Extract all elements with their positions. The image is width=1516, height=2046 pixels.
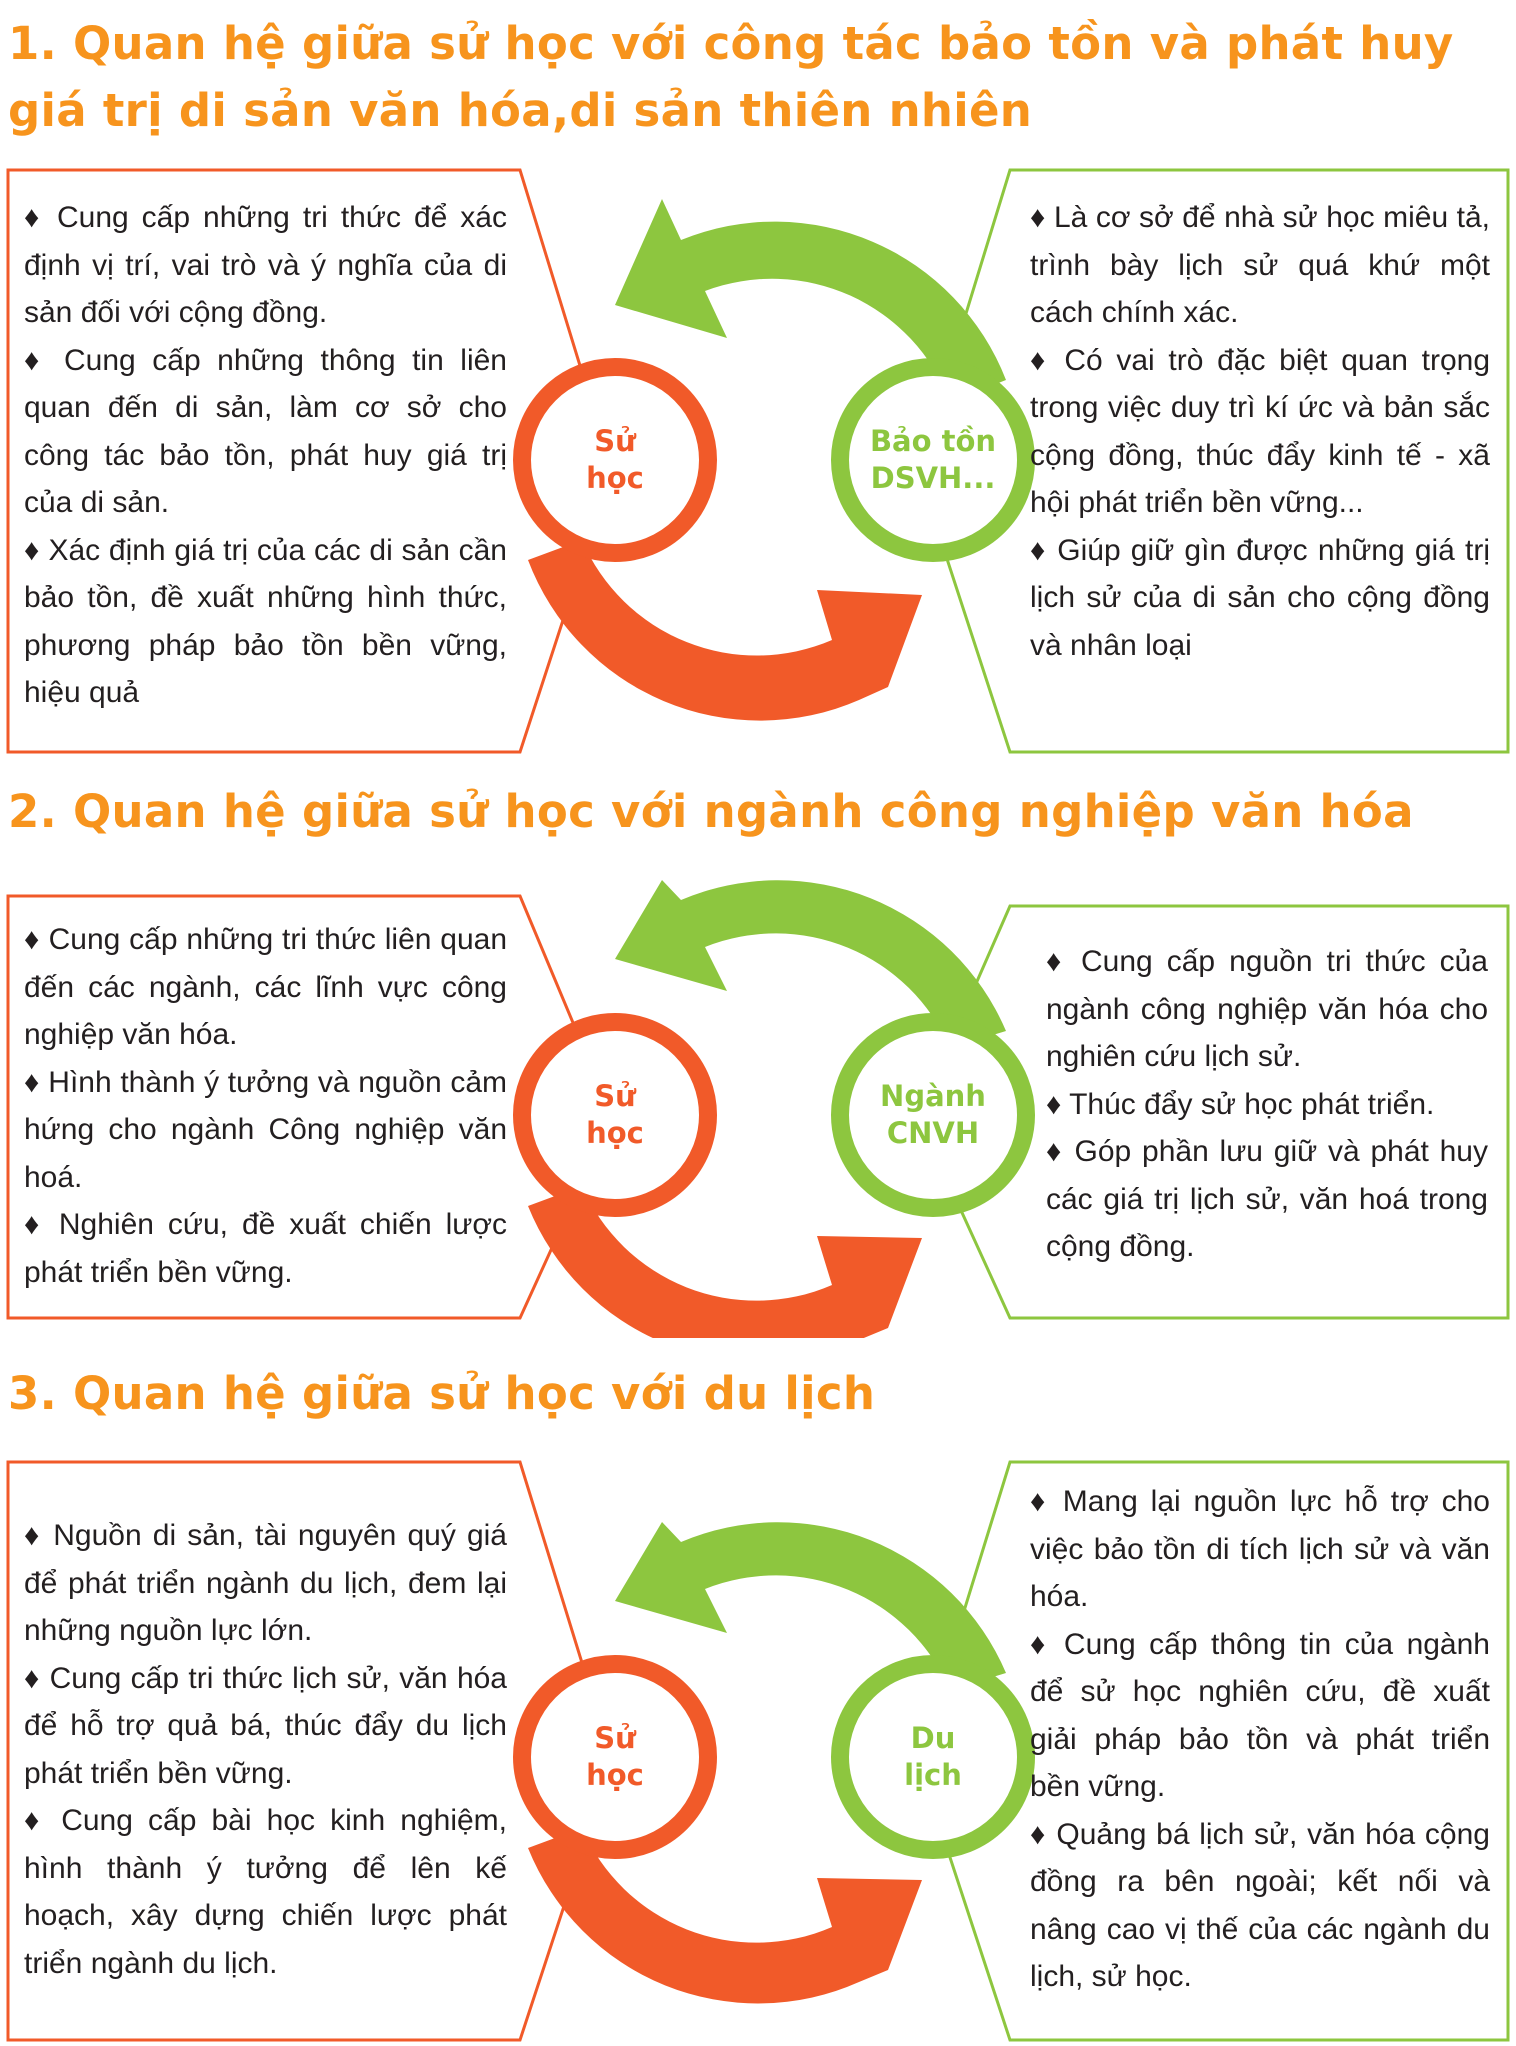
- list-item: ♦ Cung cấp những tri thức để xác định vị trí, vai trò và ý nghĩa của di sản đối với cộng đồng.: [24, 201, 507, 329]
- right-circle-label: Du lịch: [904, 1721, 962, 1792]
- list-item: ♦ Cung cấp tri thức lịch sử, văn hóa để hỗ trợ quả bá, thúc đẩy du lịch phát triển bền vững.: [24, 1661, 507, 1790]
- list-item: ♦ Cung cấp những thông tin liên quan đến di sản, làm cơ sở cho công tác bảo tồn, phát huy giá trị của di sản.: [24, 343, 507, 519]
- section-heritage: [0, 0, 1516, 760]
- orange-cycle-arrow: [528, 540, 922, 721]
- left-panel-list: [24, 916, 507, 1296]
- right-panel-list: [1046, 938, 1488, 1271]
- list-item: ♦ Hình thành ý tưởng và nguồn cảm hứng cho ngành Công nghiệp văn hoá.: [24, 1065, 507, 1194]
- section-culture-industry: [0, 778, 1516, 1338]
- list-item: ♦ Cung cấp nguồn tri thức của ngành công nghiệp văn hóa cho nghiên cứu lịch sử.: [1046, 945, 1488, 1073]
- list-item: ♦ Xác định giá trị của các di sản cần bảo tồn, đề xuất những hình thức, phương pháp bảo tồn bền vững, hiệu quả: [24, 533, 507, 709]
- section-title-line-1: 3. Quan hệ giữa sử học với du lịch: [8, 1367, 876, 1420]
- list-item: ♦ Mang lại nguồn lực hỗ trợ cho việc bảo tồn di tích lịch sử và văn hóa.: [1030, 1485, 1490, 1613]
- section-title-line-1: 2. Quan hệ giữa sử học với ngành công nghiệp văn hóa: [8, 785, 1414, 838]
- right-circle-label: Bảo tồn DSVH...: [869, 424, 997, 495]
- list-item: ♦ Là cơ sở để nhà sử học miêu tả, trình bày lịch sử quá khứ một cách chính xác.: [1030, 201, 1490, 329]
- right-circle-label: Ngành CNVH: [880, 1079, 986, 1150]
- right-panel-list: [1030, 194, 1490, 669]
- list-item: ♦ Có vai trò đặc biệt quan trọng trong việc duy trì kí ức và bản sắc cộng đồng, thúc đẩy kinh tế - xã hội phát triển bền vững...: [1030, 343, 1490, 519]
- left-circle-label: Sử học: [586, 424, 644, 495]
- list-item: ♦ Quảng bá lịch sử, văn hóa cộng đồng ra bên ngoài; kết nối và nâng cao vị thế của các ngành du lịch, sử học.: [1030, 1817, 1490, 1993]
- list-item: ♦ Nghiên cứu, đề xuất chiến lược phát triển bền vững.: [24, 1208, 507, 1289]
- list-item: ♦ Cung cấp những tri thức liên quan đến các ngành, các lĩnh vực công nghiệp văn hóa.: [24, 923, 507, 1051]
- left-panel-list: [24, 1512, 507, 1987]
- left-circle-label: Sử học: [586, 1721, 644, 1792]
- list-item: ♦ Giúp giữ gìn được những giá trị lịch sử của di sản cho cộng đồng và nhân loại: [1030, 533, 1490, 662]
- right-panel-list: [1030, 1478, 1490, 2001]
- list-item: ♦ Góp phần lưu giữ và phát huy các giá trị lịch sử, văn hoá trong cộng đồng.: [1046, 1135, 1488, 1263]
- section-title-line-2: giá trị di sản văn hóa,di sản thiên nhiên: [8, 84, 1033, 137]
- left-panel-list: [24, 194, 507, 717]
- list-item: ♦ Thúc đẩy sử học phát triển.: [1046, 1087, 1435, 1121]
- section-title-line-1: 1. Quan hệ giữa sử học với công tác bảo tồn và phát huy: [8, 17, 1454, 70]
- list-item: ♦ Cung cấp thông tin của ngành để sử học nghiên cứu, đề xuất giải pháp bảo tồn và phát triển bền vững.: [1030, 1627, 1490, 1803]
- list-item: ♦ Nguồn di sản, tài nguyên quý giá để phát triển ngành du lịch, đem lại những nguồn lực lớn.: [24, 1519, 507, 1647]
- section-tourism: [0, 1360, 1516, 2046]
- left-circle-label: Sử học: [586, 1079, 644, 1150]
- list-item: ♦ Cung cấp bài học kinh nghiệm, hình thành ý tưởng để lên kế hoạch, xây dựng chiến lược phát triển ngành du lịch.: [24, 1804, 507, 1980]
